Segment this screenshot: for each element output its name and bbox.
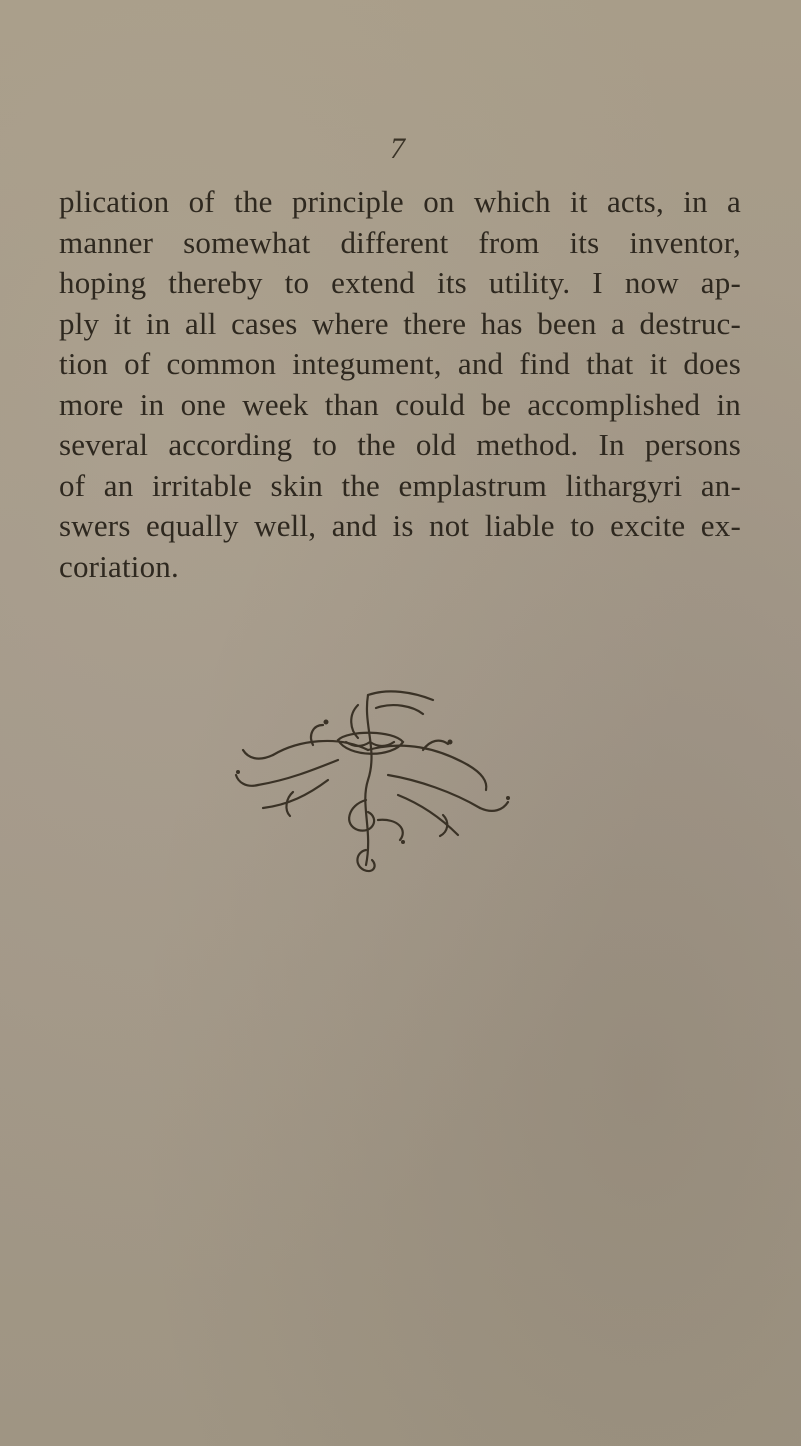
text-line: hoping thereby to extend its utility. I now ap-: [59, 265, 741, 300]
body-text: [59, 182, 741, 587]
text-line: ply it in all cases where there has been a destruc-: [59, 305, 741, 341]
text-line: several according to the old method. In persons: [59, 427, 741, 462]
floral-tailpiece-ornament-icon: [218, 680, 528, 890]
text-line: tion of common integument, and find that it does: [59, 346, 741, 381]
text-line: more in one week than could be accomplished in: [59, 386, 741, 422]
text-line: of an irritable skin the emplastrum lithargyri an-: [59, 467, 741, 503]
text-line-last: coriation.: [59, 548, 179, 584]
text-line: manner somewhat different from its inventor,: [59, 224, 741, 260]
text-line: plication of the principle on which it acts, in a: [59, 184, 741, 219]
text-line: swers equally well, and is not liable to excite ex-: [59, 508, 741, 543]
page-number: 7: [390, 132, 405, 165]
